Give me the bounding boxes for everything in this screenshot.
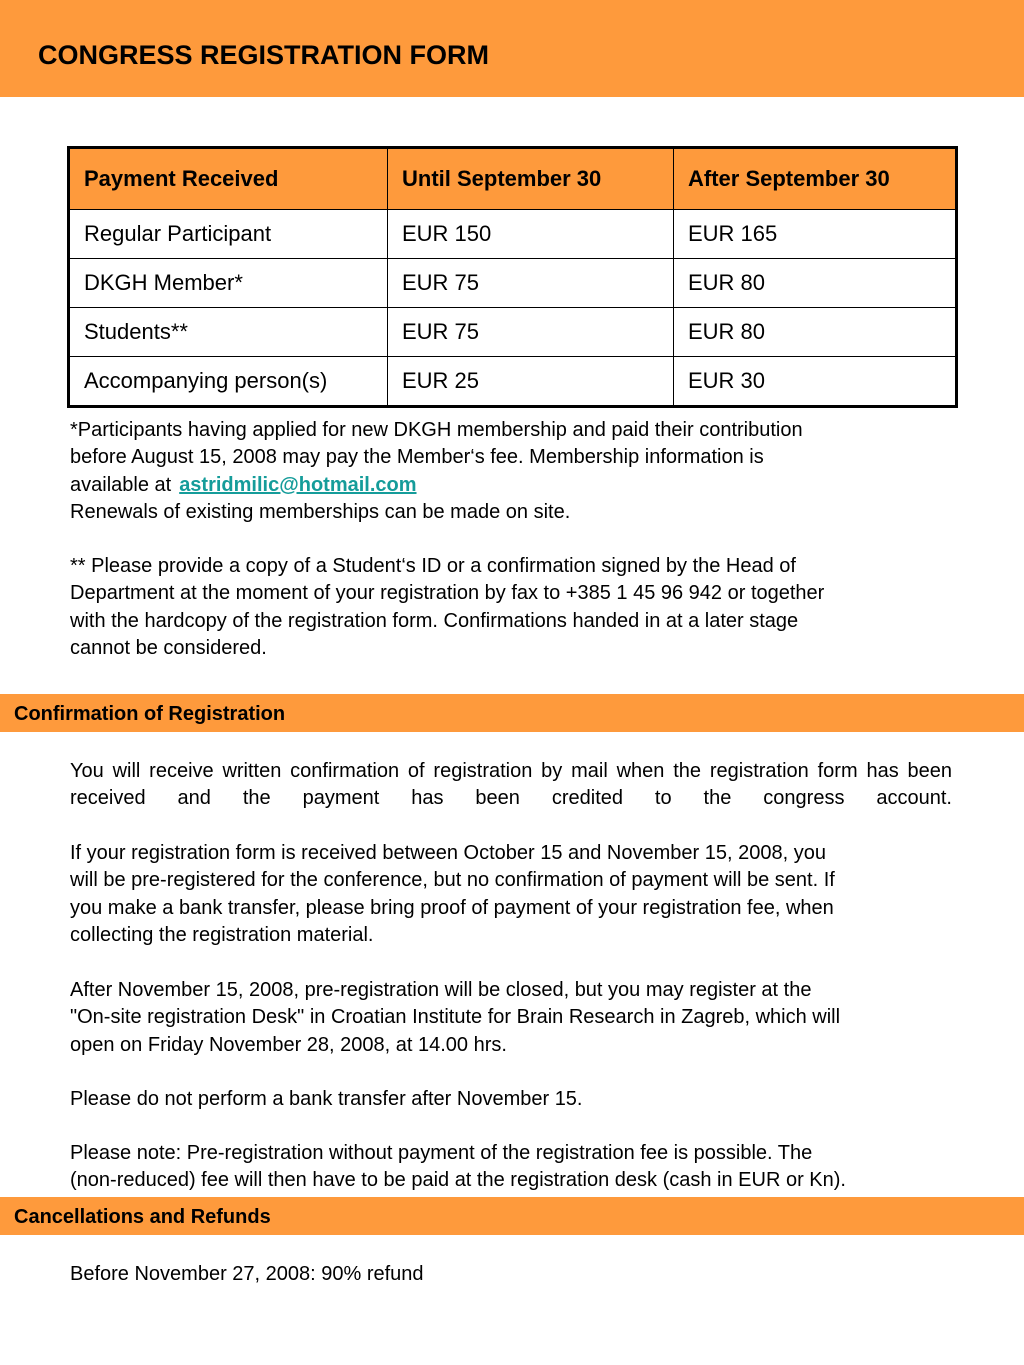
confirmation-paragraph-5 — [70, 1140, 960, 1195]
table-cell: EUR 80 — [674, 308, 957, 357]
paragraph-line: will be pre-registered for the conference, but no confirmation of payment will be sent. If — [70, 869, 835, 892]
paragraph-line: open on Friday November 28, 2008, at 14.00 hrs. — [70, 1033, 507, 1056]
confirmation-paragraph-1 — [70, 758, 952, 813]
paragraph-line: You will receive written confirmation of registration by mail when the registration form — [70, 760, 858, 782]
table-cell: EUR 80 — [674, 259, 957, 308]
table-cell: Accompanying person(s) — [69, 357, 388, 407]
table-row — [69, 210, 957, 259]
paragraph-line: Please note: Pre-registration without payment of the registration fee is possible. The — [70, 1142, 813, 1164]
table-header-row — [69, 148, 957, 210]
table-cell: EUR 75 — [388, 308, 674, 357]
renewals-note: Renewals of existing memberships can be made on site. — [70, 500, 571, 523]
cancellations-section-bar — [0, 1197, 1024, 1235]
note-line: cannot be considered. — [70, 636, 267, 659]
note-line: with the hardcopy of the registration form. Confirmations handed in at a later stage — [70, 609, 799, 632]
paragraph-line: has been received and the payment has been credited to the congress account. — [70, 760, 953, 810]
confirmation-paragraph-2 — [70, 840, 950, 949]
confirmation-heading: Confirmation of Registration — [14, 703, 286, 725]
paragraph-line: collecting the registration material. — [70, 923, 374, 946]
column-header: Payment Received — [69, 148, 388, 210]
cancellations-heading: Cancellations and Refunds — [14, 1206, 271, 1228]
table-cell: EUR 25 — [388, 357, 674, 407]
note-line: *Participants having applied for new DKGH membership and paid their contribution — [70, 419, 803, 441]
membership-email-link[interactable]: astridmilic@hotmail.com — [179, 473, 417, 496]
confirmation-paragraph-3 — [70, 977, 950, 1059]
note-line: ** Please provide a copy of a Student‘s ID or a confirmation signed by the Head of — [70, 555, 796, 577]
note-line: Department at the moment of your registration by fax to +385 1 45 96 942 or together — [70, 582, 825, 605]
table-cell: EUR 165 — [674, 210, 957, 259]
column-header: Until September 30 — [388, 148, 674, 210]
column-header: After September 30 — [674, 148, 957, 210]
student-fee-note — [70, 553, 950, 662]
page-title: CONGRESS REGISTRATION FORM — [38, 40, 490, 70]
table-cell: DKGH Member* — [69, 259, 388, 308]
table-row — [69, 357, 957, 407]
paragraph-line: After November 15, 2008, pre-registration will be closed, but you may register at the — [70, 979, 812, 1001]
paragraph-line: If your registration form is received between October 15 and November 15, 2008, you — [70, 842, 826, 864]
table-row — [69, 308, 957, 357]
confirmation-paragraph-4: Please do not perform a bank transfer after November 15. — [70, 1088, 583, 1110]
paragraph-line: you make a bank transfer, please bring proof of payment of your registration fee, when — [70, 896, 834, 919]
fee-table — [67, 146, 958, 408]
table-cell: Students** — [69, 308, 388, 357]
cancellations-paragraph-1: Before November 27, 2008: 90% refund — [70, 1263, 424, 1285]
confirmation-section-bar — [0, 694, 1024, 732]
note-line: before August 15, 2008 may pay the Member‘s fee. Membership information is — [70, 446, 764, 469]
table-row — [69, 259, 957, 308]
note-line: available at — [70, 473, 172, 496]
table-cell: EUR 150 — [388, 210, 674, 259]
member-fee-note — [70, 417, 940, 526]
title-banner — [0, 0, 1024, 97]
paragraph-line: (non-reduced) fee will then have to be paid at the registration desk (cash in EUR or Kn). — [70, 1169, 846, 1192]
table-cell: EUR 30 — [674, 357, 957, 407]
paragraph-line: "On-site registration Desk" in Croatian Institute for Brain Research in Zagreb, which will — [70, 1006, 841, 1029]
table-cell: EUR 75 — [388, 259, 674, 308]
table-cell: Regular Participant — [69, 210, 388, 259]
